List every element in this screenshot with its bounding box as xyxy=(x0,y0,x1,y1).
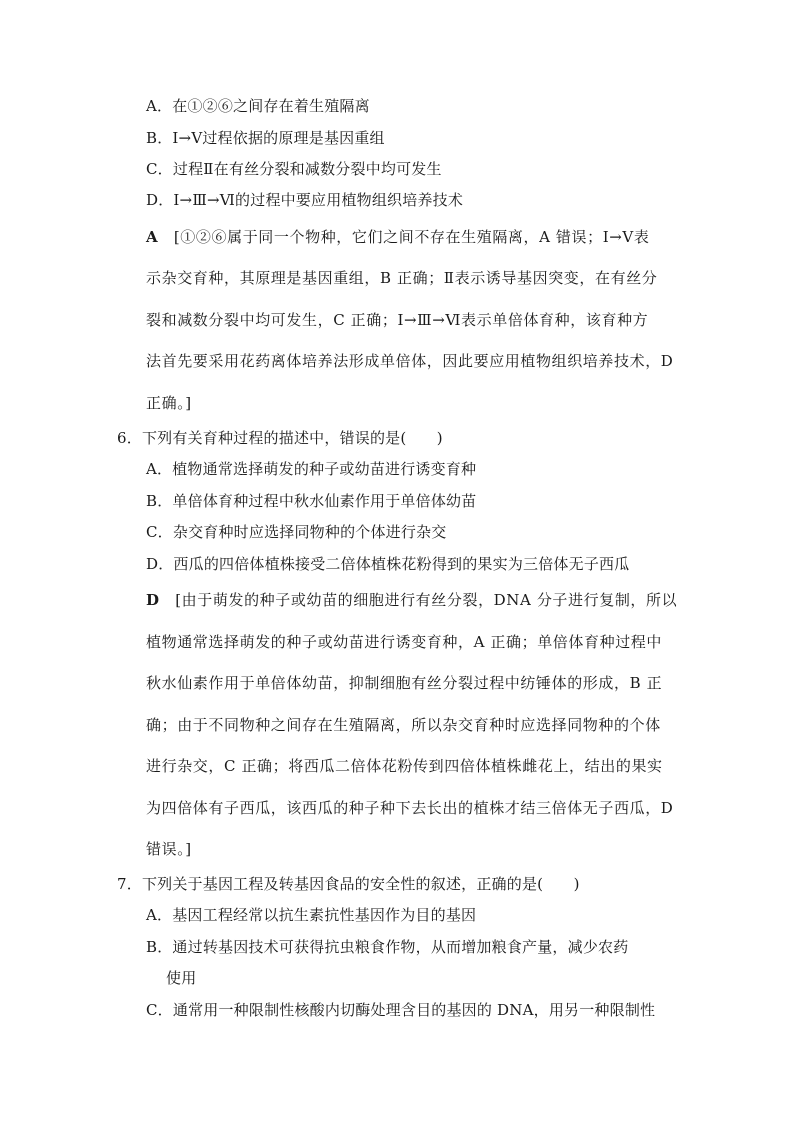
option-c: C．过程Ⅱ在有丝分裂和减数分裂中均可发生 xyxy=(146,160,442,178)
explanation-line: 确；由于不同物种之间存在生殖隔离，所以杂交育种时应选择同物种的个体 xyxy=(146,716,661,734)
option-a: A．基因工程经常以抗生素抗性基因作为目的基因 xyxy=(146,906,477,924)
explanation-line: 法首先要采用花药离体培养法形成单倍体，因此要应用植物组织培养技术，D xyxy=(146,352,674,370)
option-a: A．植物通常选择萌发的种子或幼苗进行诱变育种 xyxy=(146,460,477,478)
option-b-continued: 使用 xyxy=(166,969,197,987)
explanation-line: 示杂交育种，其原理是基因重组，B 正确；Ⅱ表示诱导基因突变，在有丝分 xyxy=(146,269,658,287)
answer-letter: D xyxy=(146,591,160,609)
explanation-line: 植物通常选择萌发的种子或幼苗进行诱变育种，A 正确；单倍体育种过程中 xyxy=(146,633,663,651)
answer-letter: A xyxy=(146,228,159,246)
explanation-line: 为四倍体有子西瓜，该西瓜的种子种下去长出的植株才结三倍体无子西瓜，D xyxy=(146,799,674,817)
answer-explanation-line: A [①②⑥属于同一个物种，它们之间不存在生殖隔离，A 错误；Ⅰ→Ⅴ表 xyxy=(146,228,650,246)
question-stem: 7．下列关于基因工程及转基因食品的安全性的叙述，正确的是( ) xyxy=(117,875,580,893)
option-b: B．Ⅰ→Ⅴ过程依据的原理是基因重组 xyxy=(146,129,385,147)
explanation-line: 正确。] xyxy=(146,394,192,412)
explanation-line: 错误。] xyxy=(146,840,192,858)
option-b: B．通过转基因技术可获得抗虫粮食作物，从而增加粮食产量，减少农药 xyxy=(146,938,629,956)
answer-explanation-line: D [由于萌发的种子或幼苗的细胞进行有丝分裂，DNA 分子进行复制，所以 xyxy=(146,591,678,609)
explanation-line: 裂和减数分裂中均可发生，C 正确；Ⅰ→Ⅲ→Ⅵ表示单倍体育种，该育种方 xyxy=(146,311,649,329)
option-c: C．通常用一种限制性核酸内切酶处理含目的基因的 DNA，用另一种限制性 xyxy=(146,1001,656,1019)
question-stem: 6．下列有关育种过程的描述中，错误的是( ) xyxy=(117,429,443,447)
option-b: B．单倍体育种过程中秋水仙素作用于单倍体幼苗 xyxy=(146,492,477,510)
explanation-line: 进行杂交，C 正确；将西瓜二倍体花粉传到四倍体植株雌花上，结出的果实 xyxy=(146,757,663,775)
option-a: A．在①②⑥之间存在着生殖隔离 xyxy=(146,97,370,115)
explanation-line: 秋水仙素作用于单倍体幼苗，抑制细胞有丝分裂过程中纺锤体的形成，B 正 xyxy=(146,674,663,692)
option-d: D．西瓜的四倍体植株接受二倍体植株花粉得到的果实为三倍体无子西瓜 xyxy=(146,555,630,573)
option-d: D．Ⅰ→Ⅲ→Ⅵ的过程中要应用植物组织培养技术 xyxy=(146,191,464,209)
option-c: C．杂交育种时应选择同物种的个体进行杂交 xyxy=(146,523,447,541)
